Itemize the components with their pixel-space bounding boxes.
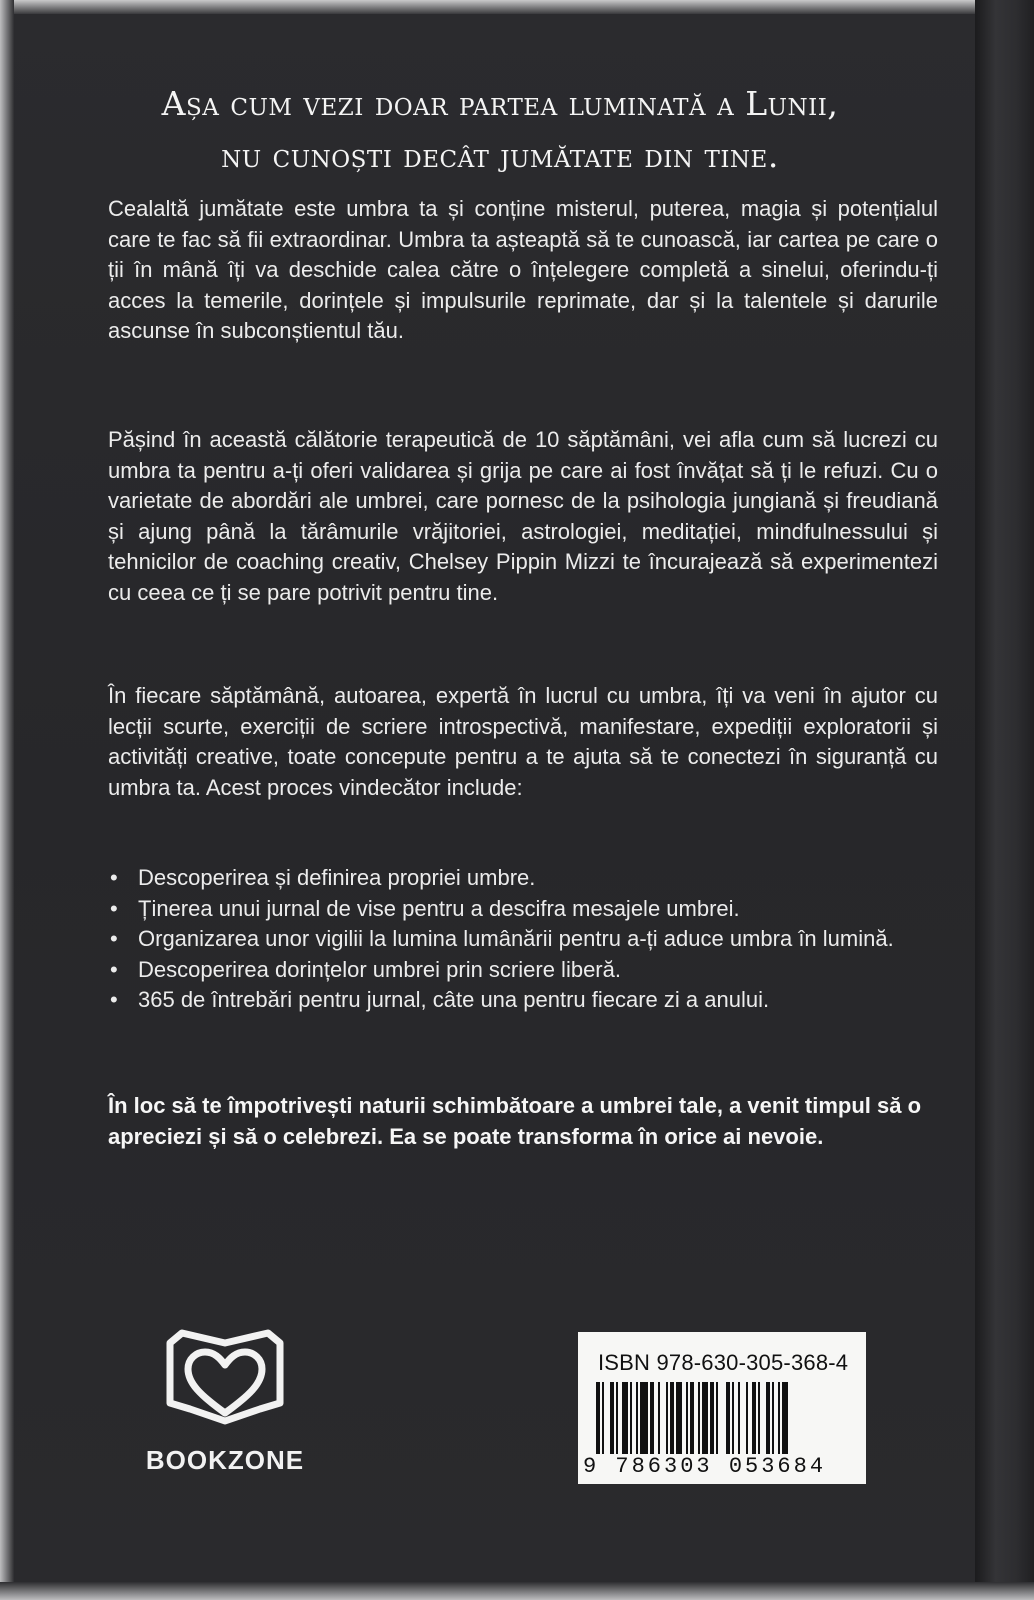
barcode-digits — [582, 1454, 862, 1479]
feature-list-item: • Ținerea unui jurnal de vise pentru a descifra mesajele umbrei. — [108, 894, 938, 925]
blurb-paragraph-3: În fiecare săptămână, autoarea, expertă în lucrul cu umbra, îți va veni în ajutor cu lecții scurte, exerciții de scriere introspectivă, manifestare, expediții exploratorii și activități creative, toate concepute pentru a te ajuta să te conectezi în siguranță cu umbra ta. Acest proces vindecător include: — [108, 683, 938, 800]
feature-list — [108, 863, 938, 1016]
feature-list-item: • Descoperirea dorințelor umbrei prin scriere liberă. — [108, 955, 938, 986]
cover-bottom-edge — [0, 1582, 1034, 1600]
isbn-label: ISBN 978-630-305-368-4 — [598, 1350, 849, 1375]
blurb-paragraph-1: Cealaltă jumătate este umbra ta și conține misterul, puterea, magia și potențialul care te fac să fii extraordinar. Umbra ta așteaptă să te cunoască, iar cartea pe care o ții în mână îți va deschide calea către o înțelegere completă a sinelui, oferindu-ți acces la temerile, dorințele și impulsurile reprimate, dar și la talentele și darurile ascunse în subconștientul tău. — [108, 196, 938, 343]
isbn-barcode — [578, 1332, 866, 1484]
closing-statement: În loc să te împotrivești naturii schimbătoare a umbrei tale, a venit timpul să o apreciezi și să o celebrezi. Ea se poate transforma în orice ai nevoie. — [108, 1093, 922, 1149]
feature-list-item: • Organizarea unor vigilii la lumina lumânării pentru a-ți aduce umbra în lumină. — [108, 924, 938, 955]
publisher-name: BOOKZONE — [145, 1445, 305, 1475]
publisher-logo — [140, 1325, 310, 1485]
barcode-digits-text: 9 786303 053684 — [583, 1454, 827, 1479]
feature-list-item: • 365 de întrebări pentru jurnal, câte una pentru fiecare zi a anului. — [108, 985, 938, 1016]
heading-line-2: nu cunoști decât jumătate din tine. — [221, 136, 779, 175]
cover-top-edge — [0, 0, 1034, 14]
blurb-paragraph-2: Pășind în această călătorie terapeutică de 10 săptămâni, vei afla cum să lucrezi cu umbra ta pentru a-ți oferi validarea și grija pe care ai fost învățat să ți le refuzi. Cu o varietate de abordări ale umbrei, care pornesc de la psihologia jungiană și freudiană și ajung până la tărâmurile vrăjitoriei, astrologiei, meditației, mindfulnessului și tehnicilor de coaching creativ, Chelsey Pippin Mizzi te încurajează să experimentezi cu ceea ce ți se pare potrivit pentru tine. — [108, 427, 938, 605]
heading-line-1: Așa cum vezi doar partea luminată a Lunii, — [161, 84, 839, 123]
cover-heading — [70, 78, 930, 182]
feature-list-item: • Descoperirea și definirea propriei umbre. — [108, 863, 938, 894]
heart-book-icon — [160, 1325, 290, 1435]
cover-right-edge — [975, 0, 1034, 1600]
cover-left-edge — [0, 0, 14, 1600]
